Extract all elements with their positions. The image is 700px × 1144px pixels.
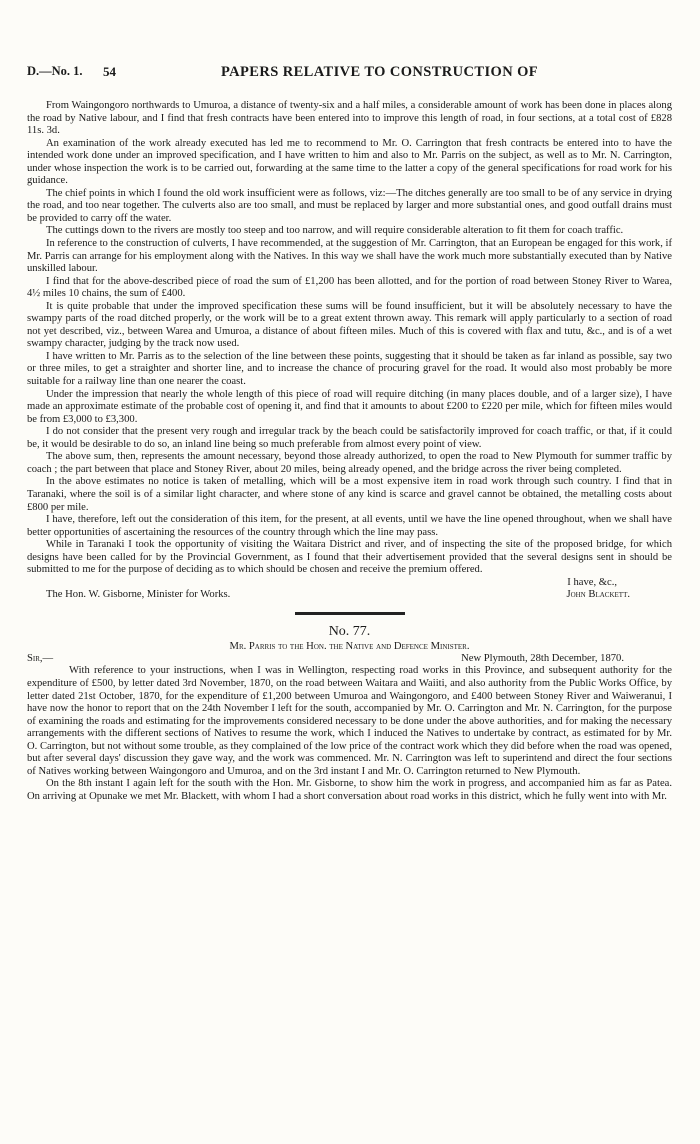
letter-76-body [27, 100, 672, 602]
addressee: The Hon. W. Gisborne, Minister for Works. [46, 589, 231, 601]
running-title: PAPERS RELATIVE TO CONSTRUCTION OF [220, 64, 539, 80]
salutation-line [27, 653, 672, 666]
paragraph: From Waingongoro northwards to Umuroa, a distance of twenty-six and a half miles, a considerable amount of work has been done in places along the road by Native labour, and I find that fresh contracts have been entered into to improve this length of road, in four sections, at a total cost of £828 11s. 3d. [27, 100, 672, 137]
paragraph: Under the impression that nearly the whole length of this piece of road will require ditching (in many places double, and of a larger size), I have made an approximate estimate of the probable cost of opening it, and find that it amounts to about £200 to £220 per mile, which for fifteen miles would be from £3,000 to £3,300. [27, 388, 672, 425]
paragraph: I do not consider that the present very rough and irregular track by the beach could be satisfactorily improved for coach traffic, or that, if it could be, it would be desirable to do so, an inland line being so much preferable from almost every point of view. [27, 426, 672, 450]
paragraph: The cuttings down to the rivers are mostly too steep and too narrow, and will require considerable alteration to fit them for coach traffic. [46, 225, 624, 237]
salutation: Sir,— [27, 652, 54, 664]
page-header [27, 64, 672, 84]
paragraph: I find that for the above-described piece of road the sum of £1,200 has been allotted, and for the portion of road between Stoney River to Warea, 4½ miles 10 chains, the sum of £400. [27, 275, 672, 300]
paragraph: On the 8th instant I again left for the south with the Hon. Mr. Gisborne, to show him the work in progress, and accompanied him as far as Patea. On arriving at Opunake we met Mr. Blackett, with whom I had a short conversation about road works in this district, which he fully went into with Mr. [27, 778, 672, 802]
section-divider [295, 612, 405, 615]
paragraph: The above sum, then, represents the amount necessary, beyond those already authorized, to open the road to New Plymouth for summer traffic by coach ; the part between that place and Stoney River, about 20 miles, being already opened, and the bridge across the river being completed. [27, 451, 672, 475]
paragraph: The chief points in which I found the old work insufficient were as follows, viz:—The ditches generally are too small to be of any service in drying the road, and too near together. The culverts also are too small, and must be replaced by larger and more substantial ones, and good outfall drains must be provided to carry off the water. [27, 187, 672, 224]
document-code: D.—No. 1. [27, 64, 83, 78]
paragraph: I have, therefore, left out the consideration of this item, for the present, at all events, until we have the line opened throughout, when we shall have better opportunities of ascertaining the resources of the country through which the line may pass. [27, 514, 672, 538]
signature-line [27, 589, 672, 602]
document-body [27, 100, 672, 803]
place-date: New Plymouth, 28th December, 1870. [461, 652, 624, 664]
paragraph: In the above estimates no notice is taken of metalling, which will be a most expensive item in road work through such country. I find that in Taranaki, where the soil is of a similar light character, and where stone of any kind is scarce and gravel cannot be obtained, the metalling costs about £800 per mile. [27, 476, 672, 513]
paragraph: I have written to Mr. Parris as to the selection of the line between these points, suggesting that it should be taken as far inland as possible, say two or three miles, to get a straighter and shorter line, and to increase the chance of procuring gravel for the road. It would also most probably be more suitable for a railway line than one nearer the coast. [27, 350, 672, 388]
page-number: 54 [103, 64, 116, 79]
signature: John Blackett. [566, 589, 630, 601]
paragraph: An examination of the work already executed has led me to recommend to Mr. O. Carrington that fresh contracts be entered into to have the intended work done under an improved specification, and I have written to him and also to Mr. Parris on the subject, as well as to Mr. N. Carrington, under whose inspection the work is to be carried out, forwarding at the same time to the latter a copy of the general specifications for road work for his guidance. [27, 137, 672, 187]
paragraph: With reference to your instructions, when I was in Wellington, respecting road works in this Province, and subsequent authority for the expenditure of £500, by letter dated 3rd November, 1870, on the road between Waitara and Waiiti, and also authority from the Public Works Office, by letter dated 21st October, 1870, for the expenditure of £1,200 between Umuroa and Waingongoro, and £400 between Stoney River and Waiweranui, I have now the honor to report that on the 24th November I left for the south, accompanied by Mr. O. Carrington and Mr. N. Carrington, for the purpose of examining the roads and estimating for the improvements considered necessary to be done under the above authorities, and for making the necessary arrangements with the different sections of Natives to resume the work, which I induced the Natives to undertake by contract, as estimated for by Mr. O. Carrington, but not without some trouble, as they complained of the low price of the contract work which they did before when the road was opened, but after several days' discussion they gave way, and the work was commenced. Mr. N. Carrington was left to superintend and direct the four sections of Natives working between Waingongoro and Umuroa, and on the 3rd instant I and Mr. O. Carrington returned to New Plymouth. [27, 665, 672, 777]
paragraph: It is quite probable that under the improved specification these sums will be found insufficient, but it will be absolutely necessary to have the swampy parts of the road ditched properly, or the work will be to a great extent thrown away. This remark will apply particularly to a section of road not yet described, viz., between Warea and Umuroa, a distance of about fifteen miles. Much of this is covered with flax and tutu, &c., and is of a wet swampy character, judging by the track now used. [27, 300, 672, 350]
paragraph: While in Taranaki I took the opportunity of visiting the Waitara District and river, and of inspecting the site of the proposed bridge, for which designs have been called for by the Provincial Government, as I found that their advertisement provided that the several designs sent in should be submitted to me for the purpose of deciding as to which should be chosen and receive the premium offered. [27, 539, 672, 576]
paragraph: In reference to the construction of culverts, I have recommended, at the suggestion of Mr. Carrington, that an European be engaged for this work, if Mr. Parris can arrange for his employment along with the Natives. In this way we shall have the work much more substantially executed than by Native unskilled labour. [27, 238, 672, 275]
letter-77 [27, 623, 672, 804]
closing: I have, &c., [567, 576, 617, 588]
closing-line [27, 577, 672, 590]
letter-number: No. 77. [328, 623, 371, 639]
letter-heading: Mr. Parris to the Hon. the Native and Defence Minister. [229, 640, 470, 652]
